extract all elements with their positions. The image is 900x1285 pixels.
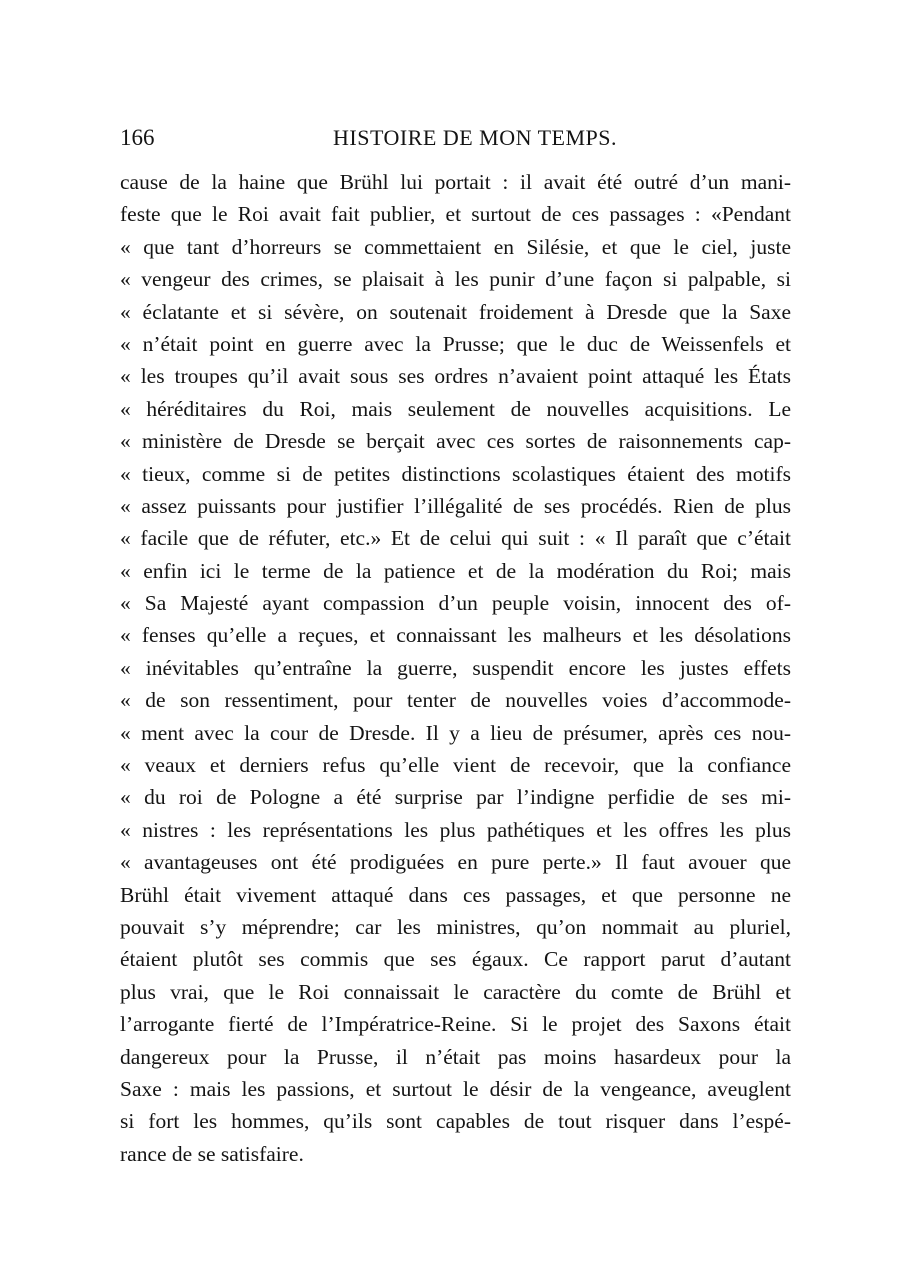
text-line: « du roi de Pologne a été surprise par l’indigne perfidie de ses mi- [120,785,791,810]
text-line: « veaux et derniers refus qu’elle vient de recevoir, que la confiance [120,753,791,778]
text-line: « assez puissants pour justifier l’illégalité de ses procédés. Rien de plus [120,493,791,518]
text-line: « de son ressentiment, pour tenter de nouvelles voies d’accommode- [120,688,791,713]
text-line: Saxe : mais les passions, et surtout le désir de la vengeance, aveuglent [120,1076,791,1101]
text-line: « vengeur des crimes, se plaisait à les punir d’une façon si palpable, si [120,267,791,292]
text-line: « fenses qu’elle a reçues, et connaissant les malheurs et les désolations [120,623,791,648]
text-line: « nistres : les représentations les plus pathétiques et les offres les plus [120,817,791,842]
text-line: l’arrogante fierté de l’Impératrice-Reine. Si le projet des Saxons était [120,1012,791,1037]
text-line: Brühl était vivement attaqué dans ces passages, et que personne ne [120,882,791,907]
text-line: « avantageuses ont été prodiguées en pure perte.» Il faut avouer que [120,850,791,875]
text-line: dangereux pour la Prusse, il n’était pas moins hasardeux pour la [120,1044,791,1069]
text-line: si fort les hommes, qu’ils sont capables de tout risquer dans l’espé- [120,1109,791,1134]
text-line: « ment avec la cour de Dresde. Il y a lieu de présumer, après ces nou- [120,720,791,745]
text-line: pouvait s’y méprendre; car les ministres, qu’on nommait au pluriel, [120,914,791,939]
text-line: rance de se satisfaire. [120,1141,304,1166]
text-line: « n’était point en guerre avec la Prusse; que le duc de Weissenfels et [120,331,791,356]
text-line: « tieux, comme si de petites distinctions scolastiques étaient des motifs [120,461,791,486]
text-line: « que tant d’horreurs se commettaient en Silésie, et que le ciel, juste [120,234,791,259]
running-head [120,121,790,155]
text-line: « facile que de réfuter, etc.» Et de celui qui suit : « Il paraît que c’était [120,526,791,551]
body-text [120,166,791,1170]
text-line: plus vrai, que le Roi connaissait le caractère du comte de Brühl et [120,979,791,1004]
text-line: étaient plutôt ses commis que ses égaux. Ce rapport parut d’autant [120,947,791,972]
text-line: « les troupes qu’il avait sous ses ordres n’avaient point attaqué les États [120,364,791,389]
running-title: HISTOIRE DE MON TEMPS. [333,125,617,150]
text-line: « éclatante et si sévère, on soutenait froidement à Dresde que la Saxe [120,299,791,324]
text-line: « inévitables qu’entraîne la guerre, suspendit encore les justes effets [120,655,791,680]
text-line: cause de la haine que Brühl lui portait : il avait été outré d’un mani- [120,170,791,194]
text-line: « héréditaires du Roi, mais seulement de nouvelles acquisitions. Le [120,396,791,421]
page-number: 166 [120,125,155,150]
text-line: « Sa Majesté ayant compassion d’un peuple voisin, innocent des of- [120,591,791,616]
text-line: « enfin ici le terme de la patience et de la modération du Roi; mais [120,558,791,583]
text-line: « ministère de Dresde se berçait avec ces sortes de raisonnements cap- [120,429,791,454]
text-line: feste que le Roi avait fait publier, et surtout de ces passages : «Pendant [120,202,791,227]
